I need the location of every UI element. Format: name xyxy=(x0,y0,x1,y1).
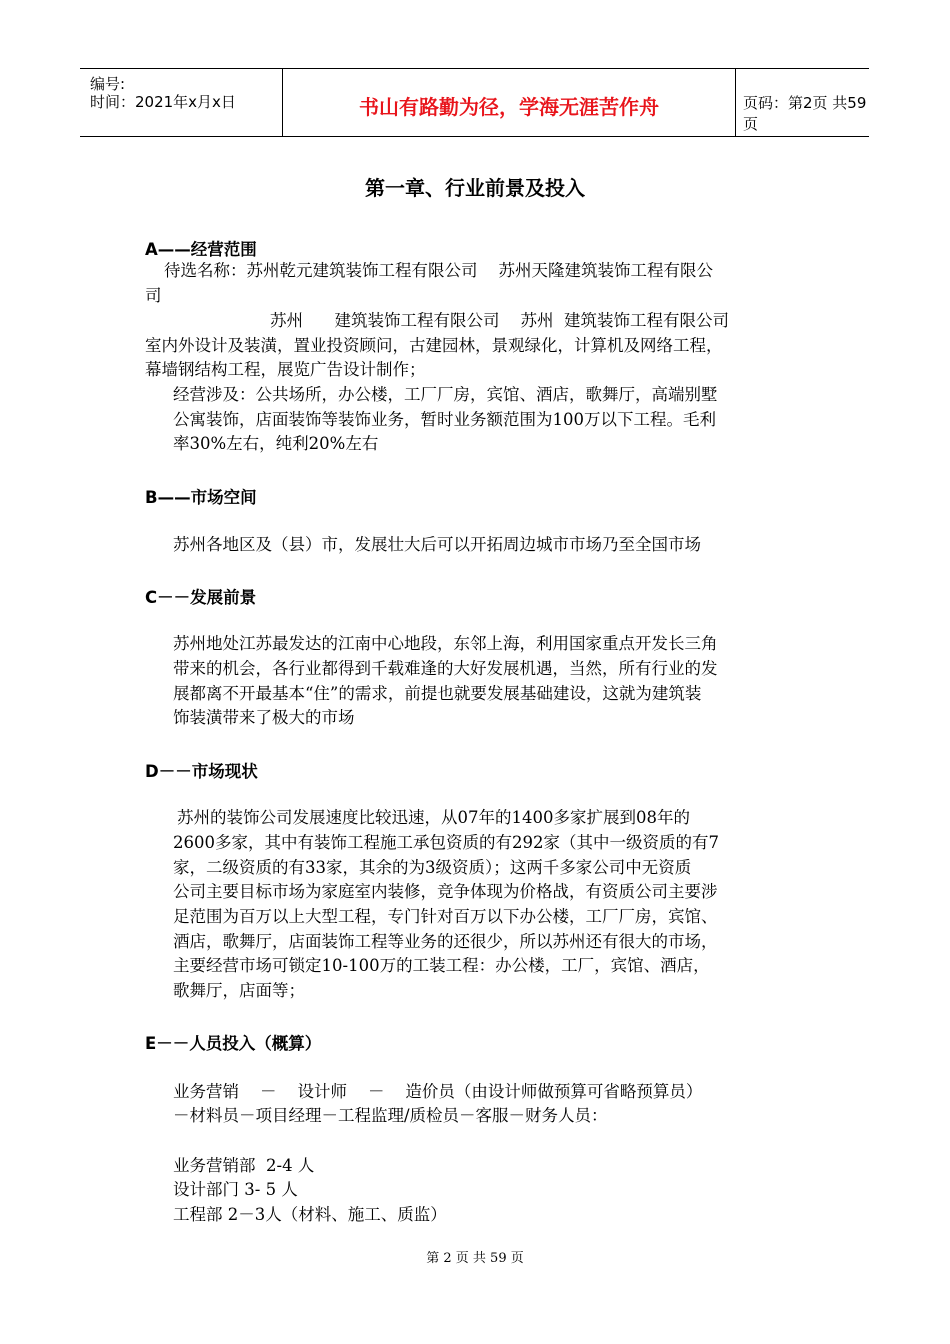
section-a-line: 经营涉及：公共场所，办公楼，工厂厂房，宾馆、酒店，歌舞厅，高端别墅 xyxy=(173,385,718,404)
section-b-heading: B——市场空间 xyxy=(145,488,257,507)
section-c-line: 饰装潢带来了极大的市场 xyxy=(173,708,355,727)
section-d-line: 歌舞厅，店面等； xyxy=(173,981,305,1000)
section-a-line: 苏州 建筑装饰工程有限公司 苏州 建筑装饰工程有限公司 xyxy=(270,311,729,330)
section-d-line: 主要经营市场可锁定10-100万的工装工程：办公楼，工厂，宾馆、酒店， xyxy=(173,956,710,975)
section-e-line: 业务营销 － 设计师 － 造价员（由设计师做预算可省略预算员） xyxy=(173,1082,703,1101)
section-a-line: 幕墙钢结构工程，展览广告设计制作； xyxy=(145,360,426,379)
section-c-line: 带来的机会，各行业都得到千载难逢的大好发展机遇，当然，所有行业的发 xyxy=(173,659,718,678)
section-d-heading: D－－市场现状 xyxy=(145,762,258,781)
section-a-line: 室内外设计及装潢，置业投资顾问，古建园林，景观绿化，计算机及网络工程， xyxy=(145,336,723,355)
section-e-heading: E－－人员投入（概算） xyxy=(145,1034,322,1053)
section-a-line: 司 xyxy=(145,286,162,305)
section-c-line: 展都离不开最基本“住”的需求，前提也就要发展基础建设，这就为建筑装 xyxy=(173,684,702,703)
section-d-line: 苏州的装饰公司发展速度比较迅速，从07年的1400多家扩展到08年的 xyxy=(177,808,690,827)
page-footer: 第 2 页 共 59 页 xyxy=(426,1251,524,1266)
section-e-line: 工程部 2－3人（材料、施工、质监） xyxy=(173,1205,447,1224)
section-a-line: 率30%左右，纯利20%左右 xyxy=(173,434,379,453)
page-info: 页码：第2页 共59页 xyxy=(743,94,867,133)
section-a-heading: A——经营范围 xyxy=(145,240,257,259)
section-c-line: 苏州地处江苏最发达的江南中心地段，东邻上海，利用国家重点开发长三角 xyxy=(173,634,718,653)
section-e-line: －材料员－项目经理－工程监理/质检员－客服－财务人员： xyxy=(173,1106,608,1125)
section-d-line: 酒店，歌舞厅，店面装饰工程等业务的还很少，所以苏州还有很大的市场， xyxy=(173,932,718,951)
section-d-line: 2600多家，其中有装饰工程施工承包资质的有292家（其中一级资质的有7 xyxy=(173,833,719,852)
slogan: 书山有路勤为径，学海无涯苦作舟 xyxy=(359,95,659,119)
section-b-line: 苏州各地区及（县）市，发展壮大后可以开拓周边城市市场乃至全国市场 xyxy=(173,535,701,554)
section-e-line: 业务营销部 2-4 人 xyxy=(173,1156,315,1175)
header-slogan-cell xyxy=(282,69,736,136)
page-header xyxy=(80,68,869,137)
section-d-line: 家，二级资质的有33家，其余的为3级资质）；这两千多家公司中无资质 xyxy=(173,858,692,877)
code-label: 编号: xyxy=(90,75,126,93)
section-a-line: 公寓装饰，店面装饰等装饰业务，暂时业务额范围为100万以下工程。毛利 xyxy=(173,410,716,429)
time-label: 时间：2021年x月x日 xyxy=(90,93,236,111)
section-d-line: 公司主要目标市场为家庭室内装修，竞争体现为价格战，有资质公司主要涉 xyxy=(173,882,718,901)
section-c-heading: C－－发展前景 xyxy=(145,588,257,607)
section-a-line: 待选名称：苏州乾元建筑装饰工程有限公司 苏州天隆建筑装饰工程有限公 xyxy=(164,261,713,280)
section-d-line: 足范围为百万以上大型工程，专门针对百万以下办公楼，工厂厂房，宾馆、 xyxy=(173,907,718,926)
section-e-line: 设计部门 3- 5 人 xyxy=(173,1180,298,1199)
chapter-title: 第一章、行业前景及投入 xyxy=(365,176,585,200)
header-meta xyxy=(80,69,280,136)
